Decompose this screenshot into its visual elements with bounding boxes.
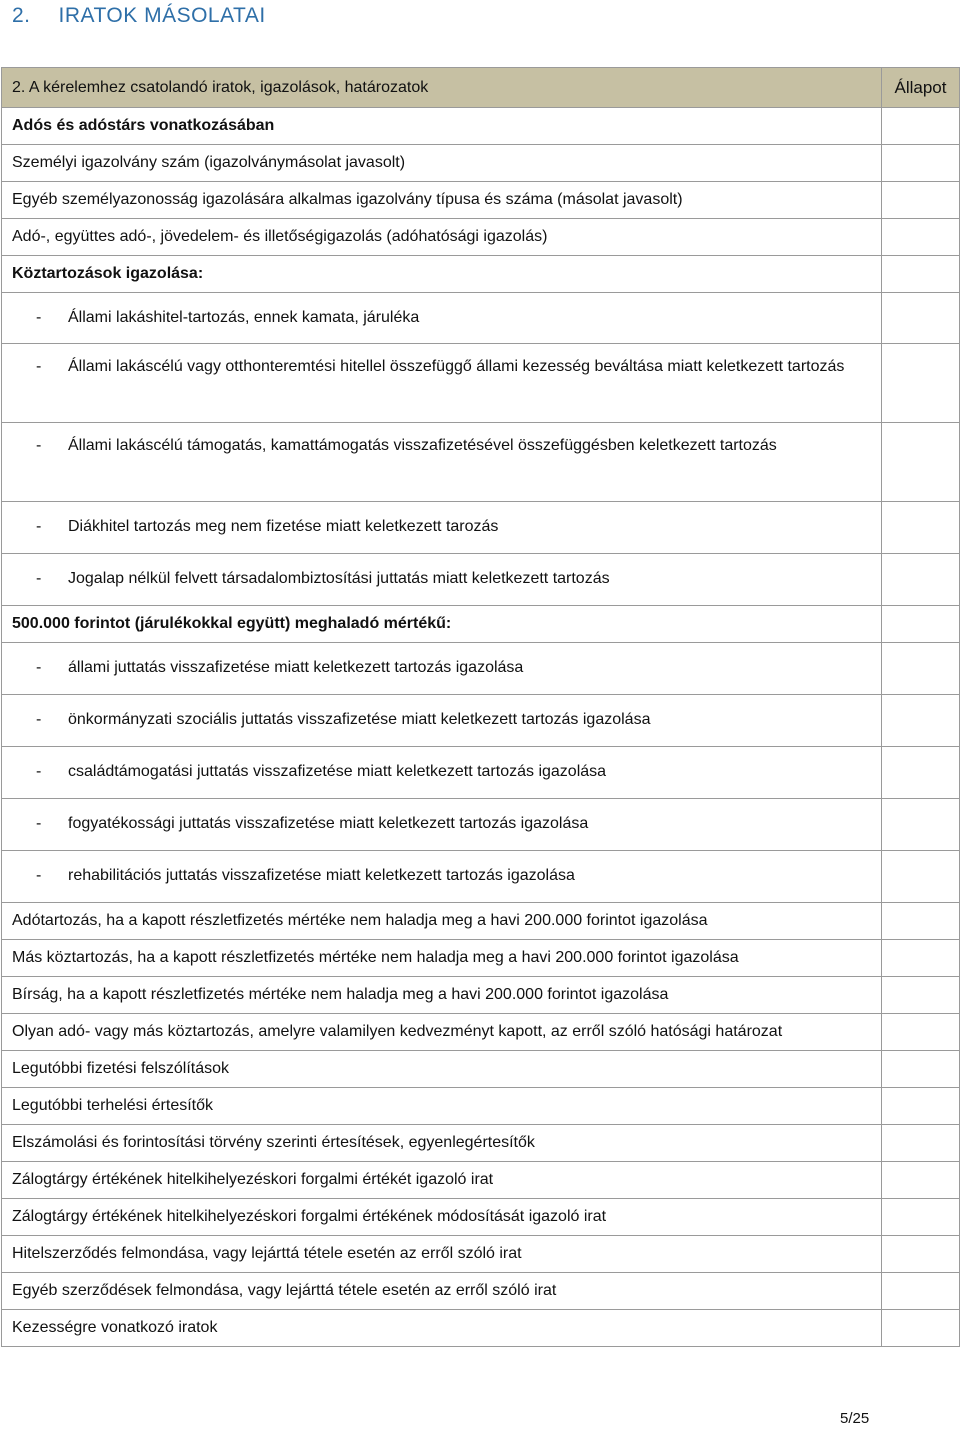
state-cell[interactable]	[882, 799, 960, 851]
row-text: Egyéb személyazonosság igazolására alkalmas igazolvány típusa és száma (másolat javasolt)	[12, 191, 683, 208]
bullet-dash: -	[36, 309, 42, 326]
state-cell[interactable]	[882, 1051, 960, 1088]
table-row	[2, 747, 960, 799]
state-cell[interactable]	[882, 851, 960, 903]
bullet-text: családtámogatási juttatás visszafizetése miatt keletkezett tartozás igazolása	[68, 763, 607, 780]
row-text-cell	[2, 695, 882, 747]
state-cell[interactable]	[882, 903, 960, 940]
row-text: Legutóbbi fizetési felszólítások	[12, 1060, 230, 1077]
state-cell[interactable]	[882, 1014, 960, 1051]
state-cell[interactable]	[882, 643, 960, 695]
row-text-cell	[2, 1088, 882, 1125]
bullet-dash: -	[36, 570, 42, 587]
state-cell[interactable]	[882, 256, 960, 293]
table-row	[2, 293, 960, 344]
table-header-row	[2, 68, 960, 108]
table-row	[2, 903, 960, 940]
row-text-cell	[2, 606, 882, 643]
state-cell[interactable]	[882, 1236, 960, 1273]
bullet-dash: -	[36, 518, 42, 535]
state-cell[interactable]	[882, 423, 960, 502]
row-text-cell	[2, 940, 882, 977]
table-row	[2, 219, 960, 256]
state-cell[interactable]	[882, 1199, 960, 1236]
table-row	[2, 1014, 960, 1051]
state-cell[interactable]	[882, 1162, 960, 1199]
table-row	[2, 695, 960, 747]
table-row	[2, 182, 960, 219]
bullet-text: önkormányzati szociális juttatás visszafizetése miatt keletkezett tartozás igazolása	[68, 711, 651, 728]
row-text-cell	[2, 1310, 882, 1347]
row-text: Elszámolási és forintosítási törvény szerinti értesítések, egyenlegértesítők	[12, 1134, 535, 1151]
row-text-cell	[2, 256, 882, 293]
table-row	[2, 256, 960, 293]
row-text-cell	[2, 502, 882, 554]
section-title: IRATOK MÁSOLATAI	[58, 4, 266, 27]
table-row	[2, 799, 960, 851]
table-row	[2, 1162, 960, 1199]
state-cell[interactable]	[882, 1088, 960, 1125]
bullet-dash: -	[36, 358, 42, 375]
row-text-cell	[2, 182, 882, 219]
row-text: Köztartozások igazolása:	[12, 265, 204, 282]
row-text-cell	[2, 554, 882, 606]
bullet-dash: -	[36, 437, 42, 454]
state-cell[interactable]	[882, 606, 960, 643]
table-row	[2, 1199, 960, 1236]
state-cell[interactable]	[882, 502, 960, 554]
row-text: Kezességre vonatkozó iratok	[12, 1319, 218, 1336]
table-row	[2, 1125, 960, 1162]
row-text-cell	[2, 293, 882, 344]
bullet-text: Állami lakáscélú támogatás, kamattámogatás visszafizetésével összefüggésben keletkezett tartozás	[68, 437, 777, 454]
table-row	[2, 851, 960, 903]
state-cell[interactable]	[882, 182, 960, 219]
bullet-text: rehabilitációs juttatás visszafizetése miatt keletkezett tartozás igazolása	[68, 867, 575, 884]
bullet-text: Állami lakáshitel-tartozás, ennek kamata, járuléka	[68, 309, 420, 326]
bullet-dash: -	[36, 711, 42, 728]
row-text-cell	[2, 1273, 882, 1310]
bullet-dash: -	[36, 815, 42, 832]
bullet-dash: -	[36, 659, 42, 676]
header-state: Állapot	[882, 68, 960, 108]
row-text-cell	[2, 344, 882, 423]
state-cell[interactable]	[882, 940, 960, 977]
table-row	[2, 606, 960, 643]
table-row	[2, 1310, 960, 1347]
state-cell[interactable]	[882, 1273, 960, 1310]
table-row	[2, 643, 960, 695]
state-cell[interactable]	[882, 695, 960, 747]
table-row	[2, 145, 960, 182]
row-text: Hitelszerződés felmondása, vagy lejárttá tétele esetén az erről szóló irat	[12, 1245, 522, 1262]
row-text-cell	[2, 1236, 882, 1273]
state-cell[interactable]	[882, 1125, 960, 1162]
row-text: Más köztartozás, ha a kapott részletfizetés mértéke nem haladja meg a havi 200.000 forintot igazolása	[12, 949, 739, 966]
row-text: Adótartozás, ha a kapott részletfizetés mértéke nem haladja meg a havi 200.000 forintot igazolása	[12, 912, 708, 929]
table-row	[2, 940, 960, 977]
bullet-text: Állami lakáscélú vagy otthonteremtési hitellel összefüggő állami kezesség beváltása miatt keletkezett tartozás	[68, 358, 845, 375]
bullet-dash: -	[36, 763, 42, 780]
table-row	[2, 1051, 960, 1088]
row-text: Adós és adóstárs vonatkozásában	[12, 117, 275, 134]
bullet-text: állami juttatás visszafizetése miatt keletkezett tartozás igazolása	[68, 659, 524, 676]
table-row	[2, 1273, 960, 1310]
row-text-cell	[2, 1162, 882, 1199]
table-row	[2, 423, 960, 502]
row-text: 500.000 forintot (járulékokkal együtt) meghaladó mértékű:	[12, 615, 452, 632]
table-row	[2, 554, 960, 606]
row-text-cell	[2, 851, 882, 903]
row-text-cell	[2, 1199, 882, 1236]
table-row	[2, 1088, 960, 1125]
row-text-cell	[2, 1125, 882, 1162]
row-text-cell	[2, 747, 882, 799]
state-cell[interactable]	[882, 344, 960, 423]
documents-table	[1, 67, 960, 1347]
row-text-cell	[2, 903, 882, 940]
row-text-cell	[2, 799, 882, 851]
row-text: Zálogtárgy értékének hitelkihelyezéskori forgalmi értékének módosítását igazoló irat	[12, 1208, 607, 1225]
table-row	[2, 344, 960, 423]
state-cell[interactable]	[882, 219, 960, 256]
state-cell[interactable]	[882, 108, 960, 145]
row-text-cell	[2, 108, 882, 145]
row-text-cell	[2, 1014, 882, 1051]
table-row	[2, 502, 960, 554]
row-text-cell	[2, 1051, 882, 1088]
bullet-dash: -	[36, 867, 42, 884]
table-row	[2, 108, 960, 145]
row-text: Olyan adó- vagy más köztartozás, amelyre valamilyen kedvezményt kapott, az erről szóló hatósági határozat	[12, 1023, 783, 1040]
row-text: Bírság, ha a kapott részletfizetés mértéke nem haladja meg a havi 200.000 forintot igazolása	[12, 986, 669, 1003]
row-text: Egyéb szerződések felmondása, vagy lejárttá tétele esetén az erről szóló irat	[12, 1282, 557, 1299]
row-text-cell	[2, 219, 882, 256]
bullet-text: fogyatékossági juttatás visszafizetése miatt keletkezett tartozás igazolása	[68, 815, 589, 832]
state-cell[interactable]	[882, 554, 960, 606]
state-cell[interactable]	[882, 977, 960, 1014]
bullet-text: Diákhitel tartozás meg nem fizetése miatt keletkezett tarozás	[68, 518, 499, 535]
state-cell[interactable]	[882, 293, 960, 344]
row-text: Legutóbbi terhelési értesítők	[12, 1097, 214, 1114]
header-label: 2. A kérelemhez csatolandó iratok, igazolások, határozatok	[2, 68, 882, 108]
section-heading	[12, 4, 266, 28]
row-text-cell	[2, 145, 882, 182]
row-text-cell	[2, 643, 882, 695]
row-text: Személyi igazolvány szám (igazolványmásolat javasolt)	[12, 154, 406, 171]
state-cell[interactable]	[882, 1310, 960, 1347]
table-row	[2, 977, 960, 1014]
row-text-cell	[2, 423, 882, 502]
bullet-text: Jogalap nélkül felvett társadalombiztosítási juttatás miatt keletkezett tartozás	[68, 570, 610, 587]
page-number: 5/25	[840, 1410, 870, 1427]
table-row	[2, 1236, 960, 1273]
row-text: Zálogtárgy értékének hitelkihelyezéskori forgalmi értékét igazoló irat	[12, 1171, 494, 1188]
section-number: 2.	[12, 4, 31, 27]
state-cell[interactable]	[882, 747, 960, 799]
state-cell[interactable]	[882, 145, 960, 182]
row-text-cell	[2, 977, 882, 1014]
row-text: Adó-, együttes adó-, jövedelem- és illetőségigazolás (adóhatósági igazolás)	[12, 228, 548, 245]
